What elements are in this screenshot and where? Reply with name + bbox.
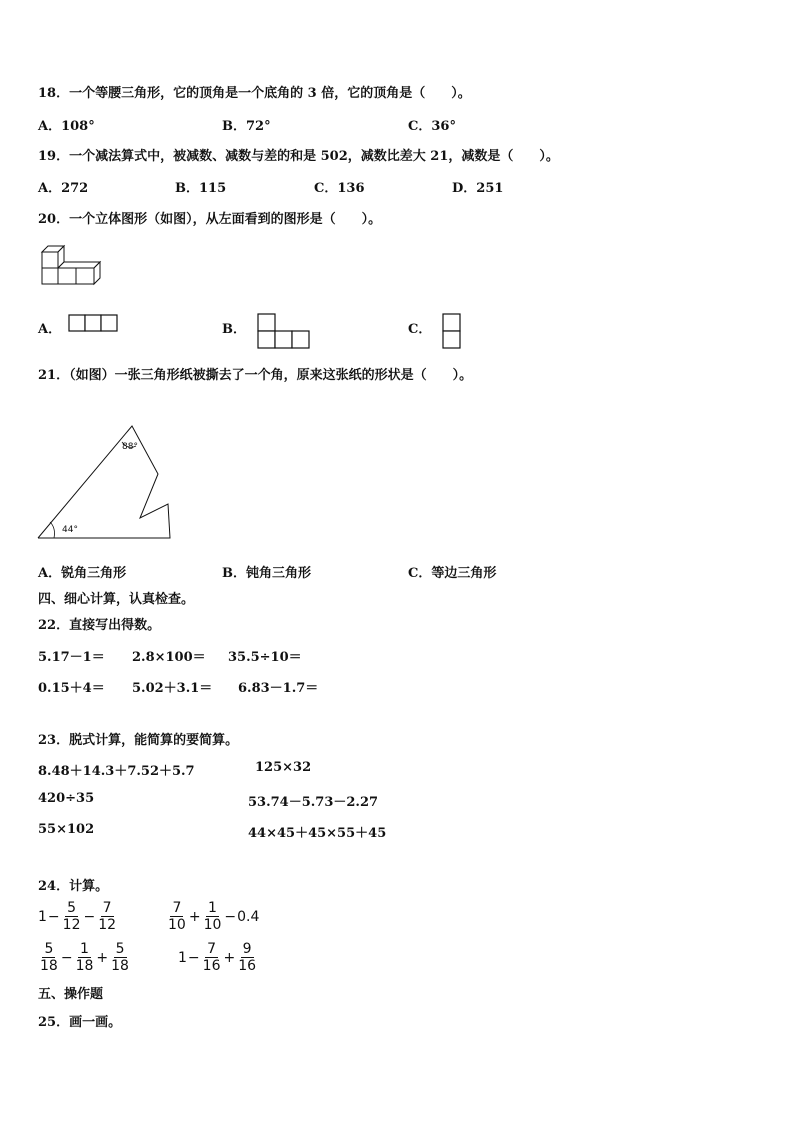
fraction: $\frac{7}{10}$	[168, 900, 186, 933]
q22-r2-c1: 0.15＋4＝	[38, 681, 105, 696]
fraction: $\frac{1}{10}$	[203, 900, 222, 933]
torn-triangle-figure	[36, 418, 176, 544]
q18-option-b: B．72°	[222, 119, 271, 134]
question-18: 18．一个等腰三角形，它的顶角是一个底角的 3 倍，它的顶角是（ ）。	[38, 86, 471, 101]
q23-item-6: 44×45＋45×55＋45	[248, 826, 387, 841]
q20-option-a-figure	[68, 314, 120, 332]
section-4-heading: 四、细心计算，认真检查。	[38, 592, 195, 607]
question-23: 23．脱式计算，能简算的要简算。	[38, 733, 239, 748]
angle-label-left: 44°	[62, 525, 78, 535]
fraction: $\frac{5}{12}$	[62, 900, 81, 933]
fraction: $\frac{1}{18}$	[75, 941, 94, 974]
fraction: $\frac{5}{18}$	[40, 941, 58, 974]
q19-option-d: D．251	[452, 181, 504, 196]
question-21: 21．（如图）一张三角形纸被撕去了一个角，原来这张纸的形状是（ ）。	[38, 368, 473, 383]
q21-option-b: B．钝角三角形	[222, 566, 311, 581]
q21-option-a: A．锐角三角形	[38, 566, 127, 581]
q22-r1-c3: 35.5÷10＝	[228, 650, 302, 665]
fraction: $\frac{7}{16}$	[202, 941, 221, 974]
q20-option-c-figure	[442, 313, 462, 351]
q24-expr-3: $\frac{5}{18}$ − $\frac{1}{18}$ + $\frac{5}{18}$	[40, 941, 129, 974]
q23-item-3: 420÷35	[38, 791, 95, 806]
q18-option-c: C．36°	[408, 119, 456, 134]
section-5-heading: 五、操作题	[38, 987, 104, 1002]
q20-option-a: A．	[38, 322, 62, 337]
q20-option-c: C．	[408, 322, 432, 337]
q18-option-a: A．108°	[38, 119, 95, 134]
q19-option-c: C．136	[314, 181, 365, 196]
question-19: 19．一个减法算式中，被减数、减数与差的和是 502，减数比差大 21，减数是（ ）。	[38, 149, 559, 164]
q19-option-b: B．115	[175, 181, 227, 196]
solid-figure-image	[40, 244, 102, 284]
q23-item-2: 125×32	[255, 760, 312, 775]
q23-item-1: 8.48＋14.3＋7.52＋5.7	[38, 764, 195, 779]
q24-expr-4: 1 − $\frac{7}{16}$ + $\frac{9}{16}$	[178, 941, 257, 974]
question-24: 24．计算。	[38, 879, 109, 894]
q22-r1-c2: 2.8×100＝	[132, 650, 206, 665]
q21-option-c: C．等边三角形	[408, 566, 497, 581]
angle-label-top: 88°	[122, 442, 138, 452]
q20-option-b-figure	[257, 313, 311, 351]
q24-expr-1: 1 − $\frac{5}{12}$ − $\frac{7}{12}$	[38, 900, 117, 933]
q22-r2-c3: 6.83－1.7＝	[238, 681, 319, 696]
question-22: 22．直接写出得数。	[38, 618, 161, 633]
q23-item-4: 53.74－5.73－2.27	[248, 795, 379, 810]
q22-r2-c2: 5.02＋3.1＝	[132, 681, 213, 696]
q23-item-5: 55×102	[38, 822, 95, 837]
q22-r1-c1: 5.17－1＝	[38, 650, 105, 665]
question-20: 20．一个立体图形（如图），从左面看到的图形是（ ）。	[38, 212, 382, 227]
fraction: $\frac{9}{16}$	[238, 941, 257, 974]
q19-option-a: A．272	[38, 181, 89, 196]
q20-option-b: B．	[222, 322, 246, 337]
question-25: 25．画一画。	[38, 1015, 122, 1030]
fraction: $\frac{5}{18}$	[111, 941, 129, 974]
q24-expr-2: $\frac{7}{10}$ + $\frac{1}{10}$ − 0.4	[168, 900, 260, 933]
fraction: $\frac{7}{12}$	[98, 900, 117, 933]
